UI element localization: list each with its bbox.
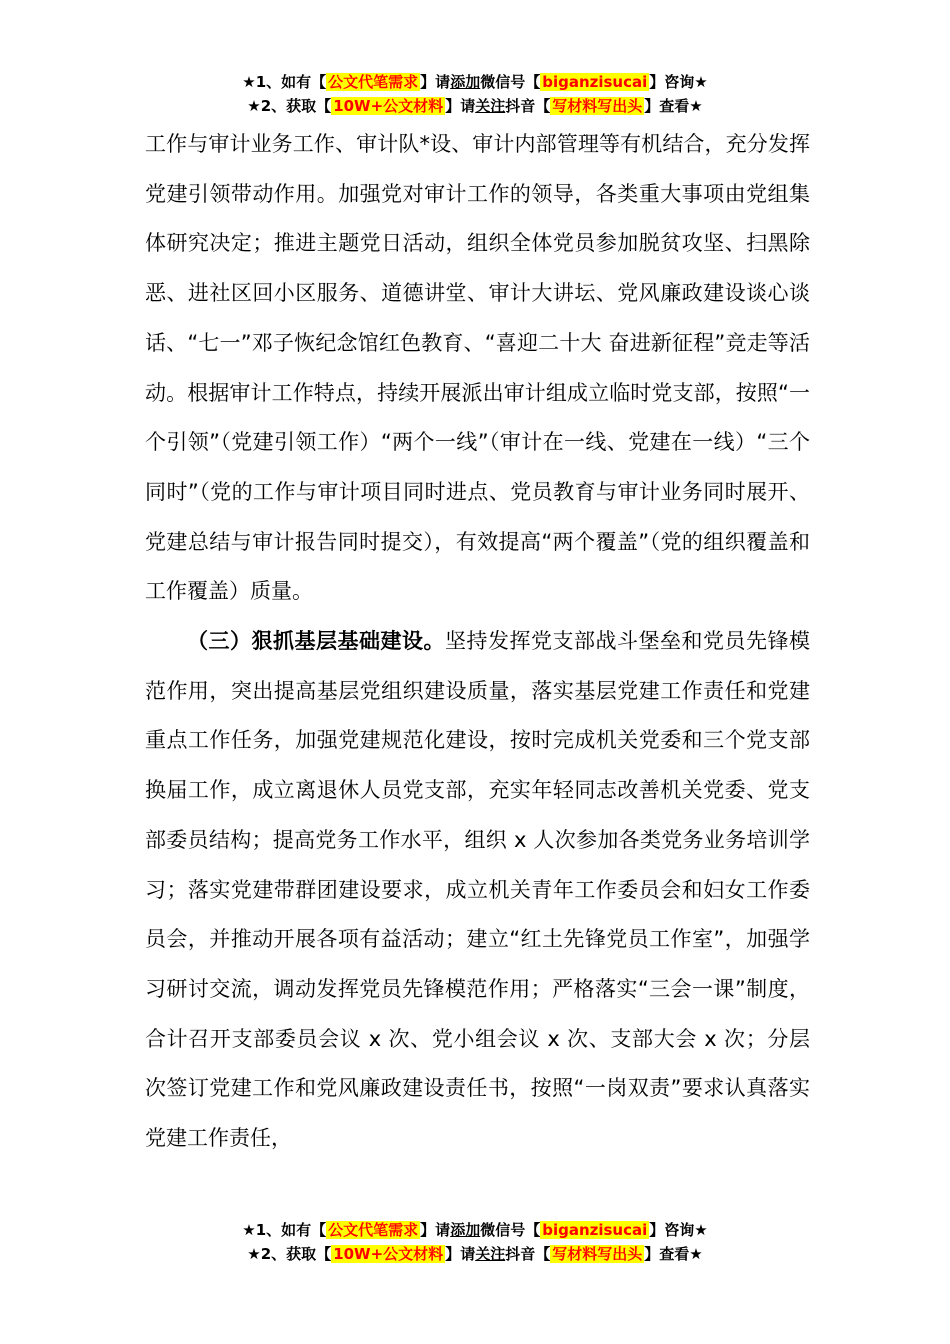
promo-line-1: ★1、如有【 公文代笔需求 】请添加微信号【 biganzisucai 】咨询★	[242, 73, 708, 91]
highlight-wechat-id: biganzisucai	[542, 73, 648, 91]
paragraph-section-3: （三）狠抓基层基础建设。坚持发挥党支部战斗堡垒和党员先锋模范作用，突出提高基层党组织建设质量，落实基层党建工作责任和党建重点工作任务，加强党建规范化建设，按时完成机关党委和三个党支部换届工作，成立离退休人员党支部，充实年轻同志改善机关党委、党支部委员结构；提高党务工作水平，组织 x 人次参加各类党务业务培训学习；落实党建带群团建设要求，成立机关青年工作委员会和妇女工作委员会，并推动开展各项有益活动；建立“红土先锋党员工作室”，加强学习研讨交流，调动发挥党员先锋模范作用；严格落实“三会一课”制度，合计召开支部委员会议 x 次、党小组会议 x 次、支部大会 x 次；分层次签订党建工作和党风廉政建设责任书，按照“一岗双责”要求认真落实党建工作责任，	[145, 629, 810, 1151]
footer-promo-banner	[0, 1218, 950, 1266]
highlight-service: 公文代笔需求	[328, 73, 419, 91]
highlight-douyin-account: 写材料写出头	[552, 97, 643, 115]
promo-line-1: ★1、如有【 公文代笔需求 】请添加微信号【 biganzisucai 】咨询★	[242, 1221, 708, 1239]
highlight-wechat-id: biganzisucai	[542, 1221, 648, 1239]
highlight-service: 公文代笔需求	[328, 1221, 419, 1239]
document-body	[145, 120, 810, 1164]
highlight-materials: 10W+公文材料	[333, 97, 444, 115]
header-promo-banner	[0, 70, 950, 118]
highlight-materials: 10W+公文材料	[333, 1245, 444, 1263]
promo-line-2: ★2、获取【 10W+公文材料 】请关注抖音【 写材料写出头 】查看★	[247, 97, 703, 115]
paragraph-continued: 工作与审计业务工作、审计队*设、审计内部管理等有机结合，充分发挥党建引领带动作用。加强党对审计工作的领导，各类重大事项由党组集体研究决定；推进主题党日活动，组织全体党员参加脱贫攻坚、扫黑除恶、进社区回小区服务、道德讲堂、审计大讲坛、党风廉政建设谈心谈话、“七一”邓子恢纪念馆红色教育、“喜迎二十大 奋进新征程”竞走等活动。根据审计工作特点，持续开展派出审计组成立临时党支部，按照“一个引领”（党建引领工作）“两个一线”（审计在一线、党建在一线）“三个同时”（党的工作与审计项目同时进点、党员教育与审计业务同时展开、党建总结与审计报告同时提交），有效提高“两个覆盖”（党的组织覆盖和工作覆盖）质量。	[145, 132, 810, 604]
highlight-douyin-account: 写材料写出头	[552, 1245, 643, 1263]
section-heading: （三）狠抓基层基础建设。	[187, 629, 445, 654]
promo-line-2: ★2、获取【 10W+公文材料 】请关注抖音【 写材料写出头 】查看★	[247, 1245, 703, 1263]
